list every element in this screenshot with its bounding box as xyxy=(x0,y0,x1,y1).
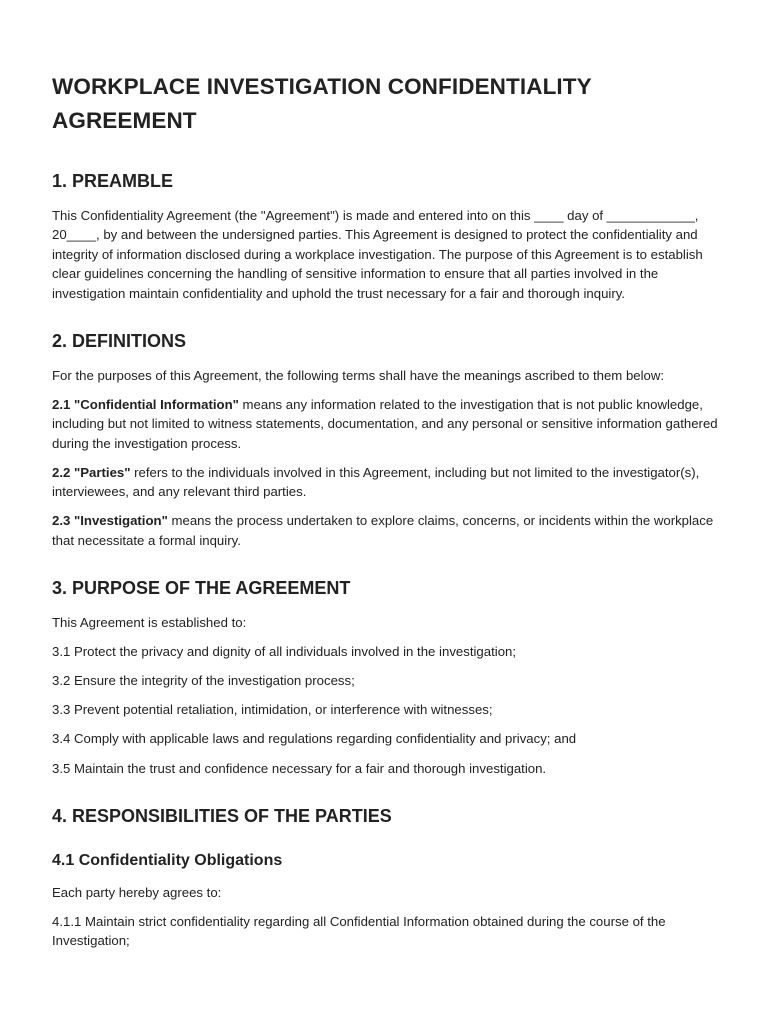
section-purpose xyxy=(52,577,718,778)
section-heading-definitions: 2. DEFINITIONS xyxy=(52,330,187,351)
purpose-item: 3.1 Protect the privacy and dignity of all individuals involved in the investigation; xyxy=(52,643,517,659)
definition-text: means the process undertaken to explore claims, concerns, or incidents within the workplace that necessitate a formal inquiry. xyxy=(52,513,714,548)
definition-text: refers to the individuals involved in this Agreement, including but not limited to the investigator(s), interviewees, and any relevant third parties. xyxy=(52,464,700,500)
section-heading-responsibilities: 4. RESPONSIBILITIES OF THE PARTIES xyxy=(52,805,392,826)
purpose-item: 3.4 Comply with applicable laws and regulations regarding confidentiality and privacy; and xyxy=(52,731,577,747)
obligations-intro: Each party hereby agrees to: xyxy=(52,884,222,900)
section-heading-preamble: 1. PREAMBLE xyxy=(52,171,174,191)
preamble-paragraph: This Confidentiality Agreement (the "Agreement") is made and entered into on this ____ day of ____________, 20____, by and between the undersigned parties. This Agreement is designed to protect the confidentiality and integrity of information disclosed during a workplace investigation. The purpose of this Agreement is to establish clear guidelines concerning the handling of sensitive information to ensure that all parties involved in the investigation maintain confidentiality and uphold the trust necessary for a fair and thorough inquiry. xyxy=(52,208,703,301)
purpose-item: 3.2 Ensure the integrity of the investigation process; xyxy=(52,673,355,689)
obligation-item: 4.1.1 Maintain strict confidentiality regarding all Confidential Information obtained during the course of the Investigation; xyxy=(52,914,666,949)
section-heading-purpose: 3. PURPOSE OF THE AGREEMENT xyxy=(52,577,351,598)
section-responsibilities xyxy=(52,805,718,951)
definition-item xyxy=(52,395,718,453)
purpose-item: 3.5 Maintain the trust and confidence necessary for a fair and thorough investigation. xyxy=(52,760,547,776)
definition-text: means any information related to the investigation that is not public knowledge, including but not limited to witness statements, documentation, and any personal or sensitive information gathered during the investigation process. xyxy=(52,397,718,451)
definition-item xyxy=(52,511,718,550)
section-preamble xyxy=(52,170,718,303)
definitions-intro: For the purposes of this Agreement, the following terms shall have the meanings ascribed to them below: xyxy=(52,367,665,383)
definition-term: 2.1 "Confidential Information" xyxy=(52,397,239,413)
definition-term: 2.3 "Investigation" xyxy=(52,513,168,529)
definition-item xyxy=(52,463,718,502)
section-definitions xyxy=(52,330,718,550)
document-title: WORKPLACE INVESTIGATION CONFIDENTIALITY AGREEMENT xyxy=(52,74,592,133)
purpose-item: 3.3 Prevent potential retaliation, intimidation, or interference with witnesses; xyxy=(52,702,493,718)
subsection-heading-confidentiality-obligations: 4.1 Confidentiality Obligations xyxy=(52,851,283,869)
definition-term: 2.2 "Parties" xyxy=(52,464,131,480)
purpose-intro: This Agreement is established to: xyxy=(52,614,247,630)
